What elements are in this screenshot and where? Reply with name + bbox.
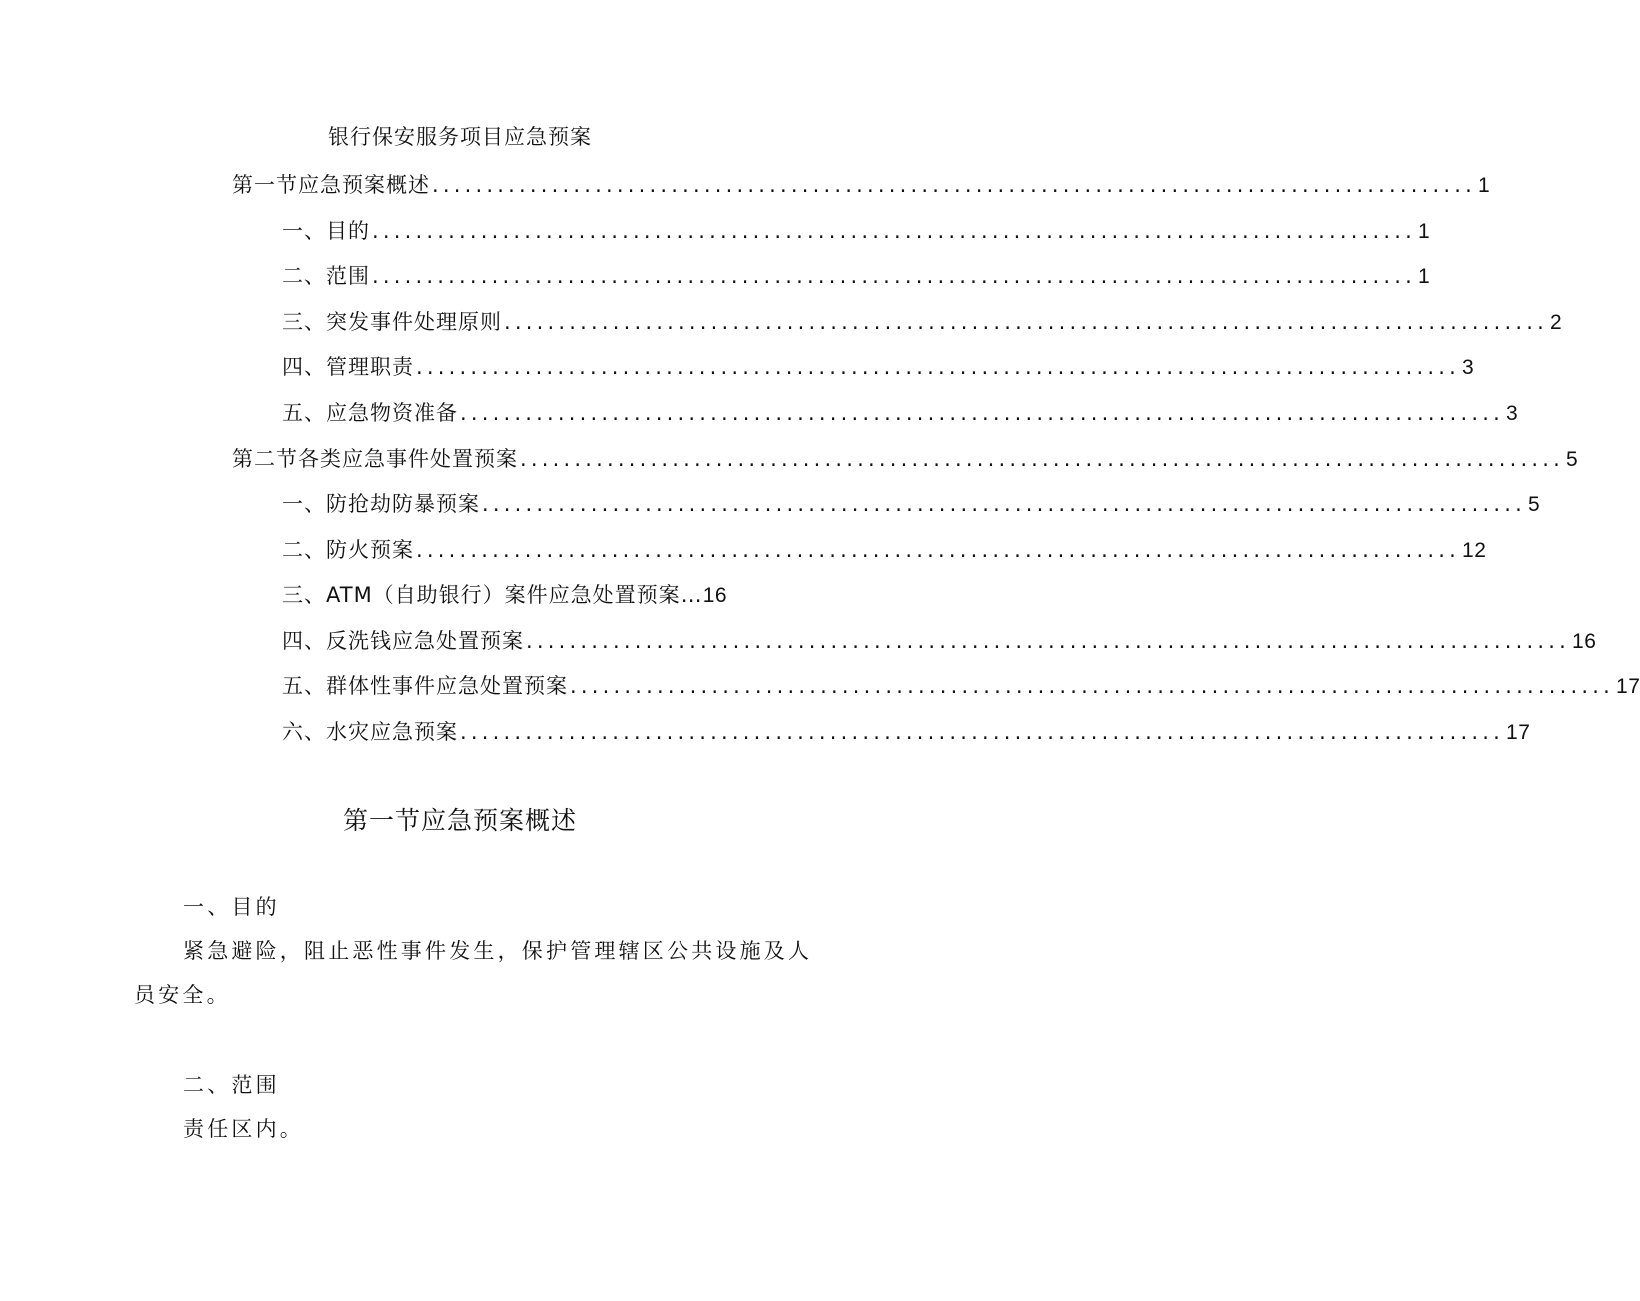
toc-entry-label: 二、范围 — [282, 264, 370, 288]
document-title: 银行保安服务项目应急预案 — [328, 125, 592, 149]
toc-page-number: 16 — [1572, 630, 1597, 653]
toc-entry[interactable] — [282, 535, 1487, 565]
toc-entry[interactable] — [282, 671, 1640, 701]
toc-page-number: 3 — [1506, 402, 1519, 425]
toc-page-number: 2 — [1550, 311, 1563, 334]
toc-entry-label: 六、水灾应急预案 — [282, 720, 458, 744]
toc-page-number: 12 — [1462, 539, 1487, 562]
section-heading: 第一节应急预案概述 — [342, 806, 577, 835]
toc-leader-dots: ................................................................................................ — [460, 401, 1505, 425]
toc-leader-dots: ................................................................................................ — [526, 629, 1571, 653]
toc-entry[interactable] — [282, 626, 1597, 656]
toc-entry-label: 三、ATM（自助银行）案件应急处置预案… — [282, 583, 703, 607]
subsection-heading-scope: 二、范围 — [183, 1073, 280, 1097]
toc-page-number: 1 — [1418, 265, 1431, 288]
toc-page-number: 1 — [1478, 174, 1491, 197]
toc-leader-dots: ................................................................................................ — [570, 674, 1615, 698]
toc-entry[interactable] — [282, 307, 1563, 337]
toc-leader-dots: ................................................................................................ — [416, 355, 1461, 379]
toc-entry[interactable] — [282, 489, 1541, 519]
toc-page-number: 3 — [1462, 356, 1475, 379]
toc-entry-label: 四、管理职责 — [282, 355, 414, 379]
toc-page-number: 17 — [1506, 721, 1531, 744]
toc-leader-dots: ................................................................................................ — [432, 173, 1477, 197]
toc-entry-label: 五、群体性事件应急处置预案 — [282, 674, 568, 698]
toc-leader-dots: ................................................................................................ — [372, 264, 1417, 288]
toc-page-number: 16 — [702, 584, 728, 607]
toc-page-number: 1 — [1418, 220, 1431, 243]
toc-entry-label: 二、防火预案 — [282, 538, 414, 562]
paragraph-scope: 责任区内。 — [183, 1117, 304, 1141]
toc-leader-dots: ................................................................................................ — [460, 720, 1505, 744]
toc-entry-label: 四、反洗钱应急处置预案 — [282, 629, 524, 653]
toc-entry[interactable] — [232, 444, 1579, 474]
toc-entry-label: 一、防抢劫防暴预案 — [282, 492, 480, 516]
toc-leader-dots: ................................................................................................ — [482, 492, 1527, 516]
toc-page-number: 5 — [1528, 493, 1541, 516]
paragraph-purpose-line2: 员安全。 — [134, 983, 231, 1007]
toc-entry-label: 五、应急物资准备 — [282, 401, 458, 425]
toc-page-number: 5 — [1566, 448, 1579, 471]
toc-leader-dots: ................................................................................................ — [372, 219, 1417, 243]
toc-entry[interactable] — [282, 352, 1475, 382]
toc-page-number: 17 — [1616, 675, 1640, 698]
toc-entry-label: 第二节各类应急事件处置预案 — [232, 447, 518, 471]
toc-entry-label: 一、目的 — [282, 219, 370, 243]
toc-leader-dots: ................................................................................................ — [504, 310, 1549, 334]
toc-entry-label: 第一节应急预案概述 — [232, 173, 430, 197]
toc-leader-dots: ................................................................................................ — [416, 538, 1461, 562]
subsection-heading-purpose: 一、目的 — [183, 895, 280, 919]
toc-entry[interactable] — [282, 580, 774, 610]
toc-entry[interactable] — [232, 170, 1491, 200]
toc-entry[interactable] — [282, 398, 1519, 428]
toc-entry[interactable] — [282, 261, 1431, 291]
toc-leader-dots: ................................................................................................ — [520, 447, 1565, 471]
toc-entry[interactable] — [282, 717, 1531, 747]
toc-entry-label: 三、突发事件处理原则 — [282, 310, 502, 334]
toc-entry[interactable] — [282, 216, 1431, 246]
paragraph-purpose-line1: 紧急避险，阻止恶性事件发生，保护管理辖区公共设施及人 — [183, 939, 813, 963]
